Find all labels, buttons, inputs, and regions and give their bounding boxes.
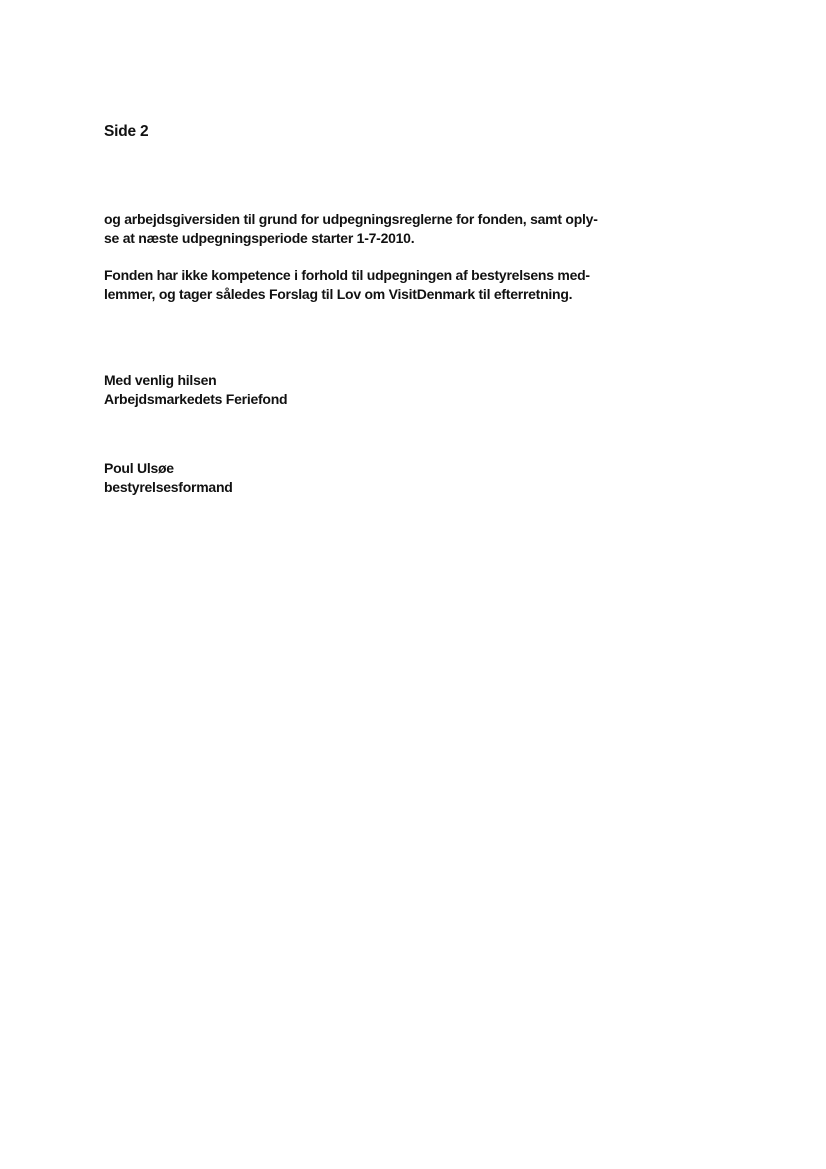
paragraph-line: lemmer, og tager således Forslag til Lov om VisitDenmark til efterretning.: [104, 286, 573, 302]
paragraph-line: Fonden har ikke kompetence i forhold til udpegningen af bestyrelsens med-: [104, 267, 590, 283]
page-number: Side 2: [104, 123, 149, 140]
body-paragraph: [104, 210, 598, 248]
paragraph-line: se at næste udpegningsperiode starter 1-7-2010.: [104, 230, 415, 246]
signer-name: Poul Ulsøe: [104, 460, 174, 476]
body-paragraph: [104, 266, 590, 304]
closing-block: [104, 371, 287, 409]
sender-organization: Arbejdsmarkedets Feriefond: [104, 391, 288, 407]
salutation: Med venlig hilsen: [104, 372, 217, 388]
paragraph-line: og arbejdsgiversiden til grund for udpegningsreglerne for fonden, samt oply-: [104, 211, 598, 227]
signature-block: [104, 459, 233, 497]
signer-title: bestyrelsesformand: [104, 479, 233, 495]
